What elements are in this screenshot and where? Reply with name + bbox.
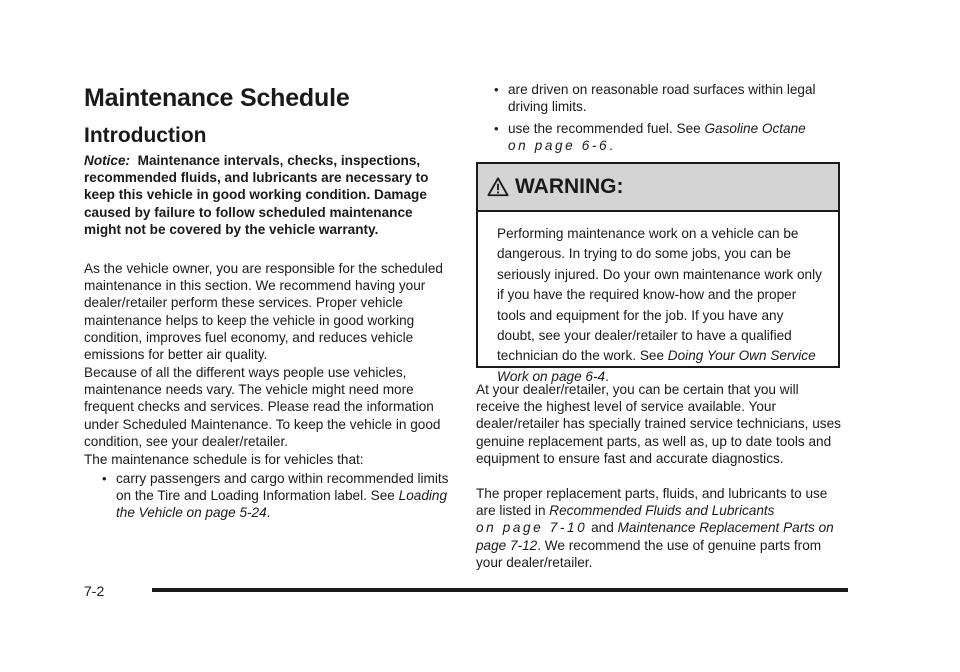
- warning-header: [478, 164, 838, 212]
- replacement-parts-paragraph: [476, 485, 846, 571]
- notice-paragraph: [84, 152, 450, 238]
- schedule-intro-paragraph: The maintenance schedule is for vehicles that:: [84, 452, 364, 467]
- cross-reference-page[interactable]: on page 7-10: [476, 520, 588, 536]
- section-heading: Introduction: [84, 124, 207, 147]
- warning-box: [476, 162, 840, 384]
- bullet-icon: •: [494, 82, 499, 97]
- dealer-service-paragraph: At your dealer/retailer, you can be certain that you will receive the highest level of service available. Your dealer/retailer has specially trained service technicians, uses genuine replacement parts, as well as, up to date tools and equipment to ensure fast and accurate diagnostics.: [476, 382, 841, 466]
- warning-triangle-icon: [487, 176, 509, 198]
- bullet-icon: •: [102, 471, 107, 486]
- cross-reference-link[interactable]: Recommended Fluids and Lubricants: [549, 503, 775, 519]
- para-text: . We recommend the use of genuine parts from your dealer/retailer.: [476, 537, 822, 570]
- list-item-end: .: [609, 138, 613, 154]
- warning-title: WARNING:: [515, 175, 624, 198]
- para-text: and: [591, 520, 614, 536]
- cross-reference-page[interactable]: on page 6-6: [508, 138, 610, 154]
- warning-end: .: [605, 368, 609, 384]
- cross-reference-link[interactable]: Loading the Vehicle on page 5-24: [116, 488, 448, 521]
- para-text: The proper replacement parts, fluids, and lubricants to use are listed in: [476, 486, 828, 519]
- list-item-text: carry passengers and cargo within recommended limits on the Tire and Loading Information label. See: [116, 471, 449, 504]
- owner-responsibility-paragraph: As the vehicle owner, you are responsible for the scheduled maintenance in this section. We recommend having your dealer/retailer perform these services. Proper vehicle maintenance helps to keep the vehicle in good working condition, improves fuel economy, and reduces vehicle emissions for better air quality.: [84, 261, 443, 363]
- cross-reference-link[interactable]: Gasoline Octane: [704, 121, 806, 136]
- list-item: [494, 81, 848, 115]
- warning-body-text: Performing maintenance work on a vehicle can be dangerous. In trying to do some jobs, you can be seriously injured. Do your own maintenance work only if you have the required know-how and the proper tools and equipment for the job. If you have any doubt, see your dealer/retailer to have a qualified technician do the work. See: [497, 226, 822, 364]
- bullet-icon: •: [494, 121, 499, 136]
- list-item: [102, 470, 450, 522]
- warning-text: [478, 212, 838, 387]
- notice-text: Maintenance intervals, checks, inspections, recommended fluids, and lubricants are necessary to keep this vehicle in good working condition. Damage caused by failure to follow scheduled maintenance might not be covered by the vehicle warranty.: [84, 153, 429, 237]
- notice-label: Notice:: [84, 153, 131, 168]
- maintenance-needs-paragraph: Because of all the different ways people use vehicles, maintenance needs vary. The vehicle might need more frequent checks and services. Please read the information under Scheduled Maintenance. To keep the vehicle in good condition, see your dealer/retailer.: [84, 365, 441, 449]
- cross-reference-link[interactable]: Doing Your Own Service Work on page 6-4: [497, 348, 816, 384]
- list-item-text: use the recommended fuel. See: [508, 121, 701, 136]
- list-item-end: .: [266, 505, 271, 521]
- list-item: [494, 120, 848, 154]
- footer-rule: [152, 588, 848, 592]
- list-item-text: are driven on reasonable road surfaces within legal driving limits.: [508, 82, 816, 115]
- page-number: 7-2: [84, 583, 105, 599]
- cross-reference-link[interactable]: Maintenance Replacement Parts on page 7-12: [476, 520, 834, 553]
- page-title: Maintenance Schedule: [84, 84, 350, 112]
